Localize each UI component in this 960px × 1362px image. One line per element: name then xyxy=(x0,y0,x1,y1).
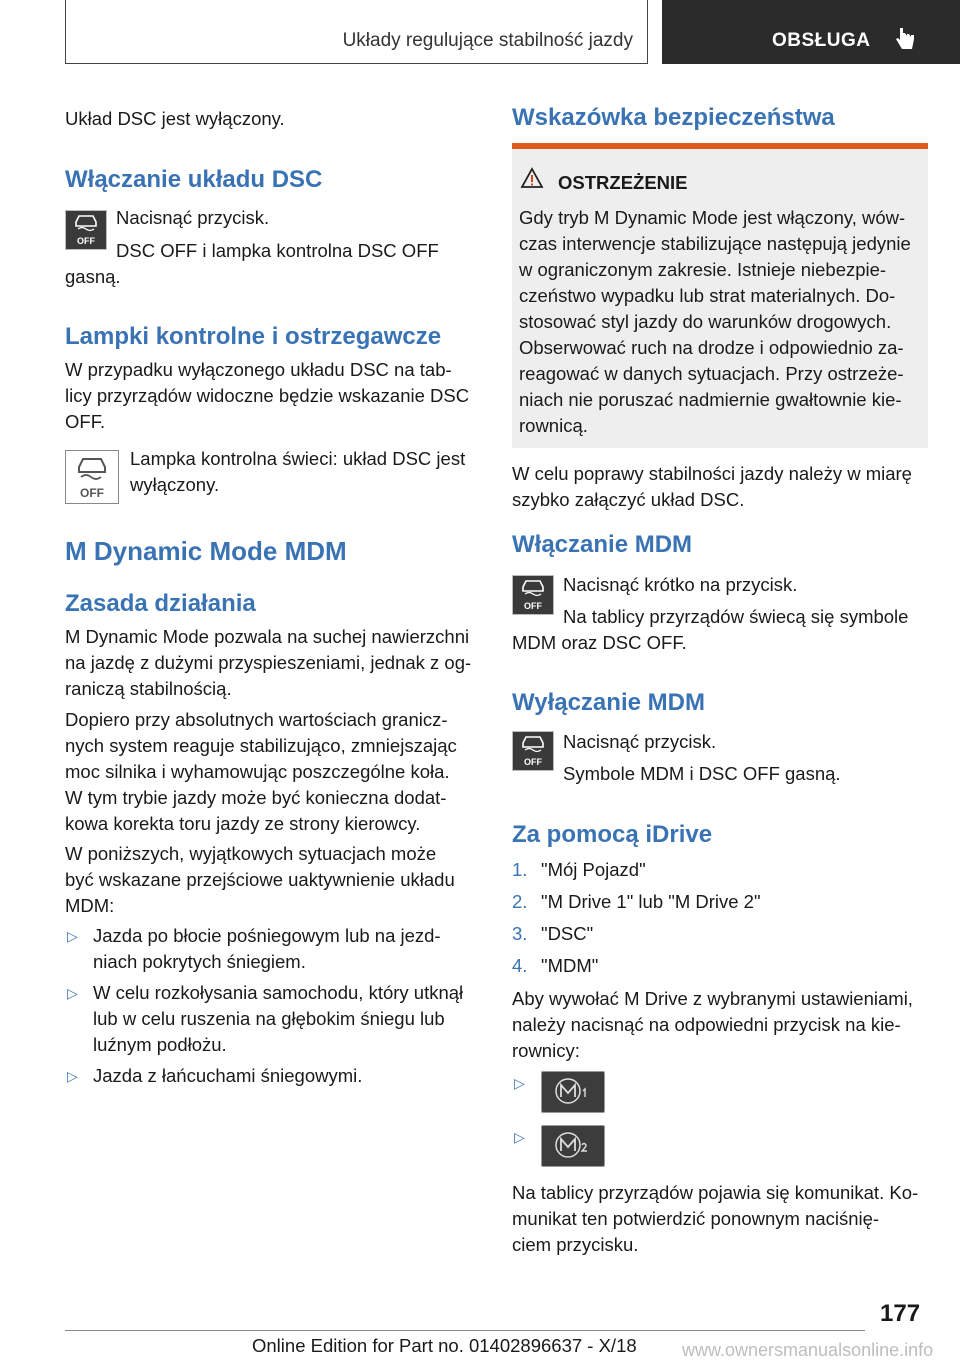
edition-text: Online Edition for Part no. 01402896637 - X/18 xyxy=(252,1335,637,1356)
svg-text:OFF: OFF xyxy=(524,757,542,767)
warning-bar xyxy=(512,143,928,149)
principle3-text-2: być wskazane przejściowe uaktywnienie układu xyxy=(65,869,455,890)
lamps-text-1: W przypadku wyłączonego układu DSC na tab- xyxy=(65,359,452,380)
lamps-text-3: OFF. xyxy=(65,411,106,432)
final-text-3: ciem przycisku. xyxy=(512,1234,639,1255)
warning-text-7: reagować w danych sytuacjach. Przy ostrzeże- xyxy=(519,363,904,384)
page-number: 177 xyxy=(880,1300,921,1327)
warning-text-6: Obserwować ruch na drodze i odpowiednio za- xyxy=(519,337,904,358)
svg-text:OFF: OFF xyxy=(77,236,95,246)
bullet-triangle-icon: ▷ xyxy=(514,1075,525,1091)
bullet-2-line-2: lub w celu ruszenia na głębokim śniegu lub xyxy=(93,1008,445,1029)
stability-text-2: szybko załączyć układ DSC. xyxy=(512,489,745,510)
dsc-off-indicator-icon xyxy=(65,450,119,504)
dsc-button-icon xyxy=(65,210,107,250)
mdm-on-result-1: Na tablicy przyrządów świecą się symbole xyxy=(563,606,909,627)
header-section-box xyxy=(65,0,648,64)
mdrive-text-1: Aby wywołać M Drive z wybranymi ustawieniami, xyxy=(512,988,913,1009)
bullet-1-line-2: niach pokrytych śniegiem. xyxy=(93,951,306,972)
mdrive-text-2: należy nacisnąć na odpowiedni przycisk na kie- xyxy=(512,1014,901,1035)
heading-lamps: Lampki kontrolne i ostrzegawcze xyxy=(65,323,442,350)
stability-text-1: W celu poprawy stabilności jazdy należy w miarę xyxy=(512,463,912,484)
bullet-1-line-1: Jazda po błocie pośniegowym lub na jezd- xyxy=(93,925,441,946)
dsc-off-text: Układ DSC jest wyłączony. xyxy=(65,108,285,129)
warning-text-3: w ograniczonym zakresie. Istnieje niebezpie- xyxy=(519,259,887,280)
step-text: "M Drive 1" lub "M Drive 2" xyxy=(541,891,761,912)
m1-button-icon xyxy=(541,1071,605,1113)
warning-title: OSTRZEŻENIE xyxy=(558,172,688,193)
step-text: "DSC" xyxy=(541,923,594,944)
step-number: 2. xyxy=(512,891,528,912)
lamps-text-2: licy przyrządów widoczne będzie wskazanie DSC xyxy=(65,385,470,406)
heading-principle: Zasada działania xyxy=(65,590,256,617)
dsc-button-icon xyxy=(512,731,554,771)
bullet-triangle-icon: ▷ xyxy=(67,1068,78,1084)
warning-text-9: rownicą. xyxy=(519,415,588,436)
step-text: "Mój Pojazd" xyxy=(541,859,646,880)
dsc-button-icon xyxy=(512,575,554,615)
bullet-triangle-icon: ▷ xyxy=(67,985,78,1001)
hand-pointer-icon xyxy=(894,26,916,52)
bullet-triangle-icon: ▷ xyxy=(67,928,78,944)
mdrive-text-3: rownicy: xyxy=(512,1040,580,1061)
heading-mdm-on: Włączanie MDM xyxy=(512,531,693,558)
chapter-title: OBSŁUGA xyxy=(772,30,871,51)
step-number: 4. xyxy=(512,955,528,976)
lamp-on-text-2: wyłączony. xyxy=(130,474,220,495)
warning-text-5: stosować styl jazdy do warunków drogowych. xyxy=(519,311,892,332)
enable-dsc-result-1: DSC OFF i lampka kontrolna DSC OFF xyxy=(116,240,439,261)
warning-text-2: czas interwencje stabilizujące następują jedynie xyxy=(519,233,911,254)
final-text-2: munikat ten potwierdzić ponownym naciśnię- xyxy=(512,1208,880,1229)
warning-triangle-icon xyxy=(520,167,544,189)
mdm-on-result-2: MDM oraz DSC OFF. xyxy=(512,632,687,653)
bullet-2-line-1: W celu rozkołysania samochodu, który utknął xyxy=(93,982,464,1003)
principle2-text-1: Dopiero przy absolutnych wartościach granicz- xyxy=(65,709,448,730)
heading-enable-dsc: Włączanie układu DSC xyxy=(65,166,323,193)
enable-dsc-result-2: gasną. xyxy=(65,266,121,287)
watermark-text: www.ownersmanualsonline.info xyxy=(682,1340,934,1360)
m2-button-icon xyxy=(541,1125,605,1167)
bullet-3-line-1: Jazda z łańcuchami śniegowymi. xyxy=(93,1065,363,1086)
principle2-text-5: kowa korekta toru jazdy ze strony kierowcy. xyxy=(65,813,421,834)
principle2-text-2: nych system reaguje stabilizująco, zmniejszając xyxy=(65,735,457,756)
bullet-2-line-3: luźnym podłożu. xyxy=(93,1034,227,1055)
chapter-tab xyxy=(662,0,960,64)
principle-text-2: na jazdę z dużymi przyspieszeniami, jednak z og- xyxy=(65,652,472,673)
footer-divider xyxy=(65,1330,865,1331)
mdm-on-step: Nacisnąć krótko na przycisk. xyxy=(563,574,798,595)
warning-text-1: Gdy tryb M Dynamic Mode jest włączony, wów- xyxy=(519,207,906,228)
enable-dsc-step: Nacisnąć przycisk. xyxy=(116,207,270,228)
bullet-triangle-icon: ▷ xyxy=(514,1129,525,1145)
mdm-off-result: Symbole MDM i DSC OFF gasną. xyxy=(563,763,841,784)
svg-text:OFF: OFF xyxy=(80,486,104,500)
heading-mdm-off: Wyłączanie MDM xyxy=(512,689,705,716)
step-number: 3. xyxy=(512,923,528,944)
step-number: 1. xyxy=(512,859,528,880)
final-text-1: Na tablicy przyrządów pojawia się komunikat. Ko- xyxy=(512,1182,919,1203)
heading-idrive: Za pomocą iDrive xyxy=(512,821,713,848)
warning-text-4: czeństwo wypadku lub strat materialnych. Do- xyxy=(519,285,896,306)
step-text: "MDM" xyxy=(541,955,599,976)
heading-mdm: M Dynamic Mode MDM xyxy=(65,536,347,566)
warning-text-8: niach nie poruszać nadmiernie gwałtownie kie- xyxy=(519,389,902,410)
mdm-off-step: Nacisnąć przycisk. xyxy=(563,731,717,752)
principle2-text-3: moc silnika i wyhamowując poszczególne koła. xyxy=(65,761,450,782)
principle2-text-4: W tym trybie jazdy może być konieczna dodat- xyxy=(65,787,447,808)
svg-text:OFF: OFF xyxy=(524,601,542,611)
principle3-text-1: W poniższych, wyjątkowych sytuacjach może xyxy=(65,843,437,864)
heading-safety: Wskazówka bezpieczeństwa xyxy=(512,104,835,131)
principle3-text-3: MDM: xyxy=(65,895,115,916)
principle-text-3: raniczą stabilnością. xyxy=(65,678,232,699)
lamp-on-text-1: Lampka kontrolna świeci: układ DSC jest xyxy=(130,448,466,469)
principle-text-1: M Dynamic Mode pozwala na suchej nawierzchni xyxy=(65,626,470,647)
section-title: Układy regulujące stabilność jazdy xyxy=(342,30,633,51)
